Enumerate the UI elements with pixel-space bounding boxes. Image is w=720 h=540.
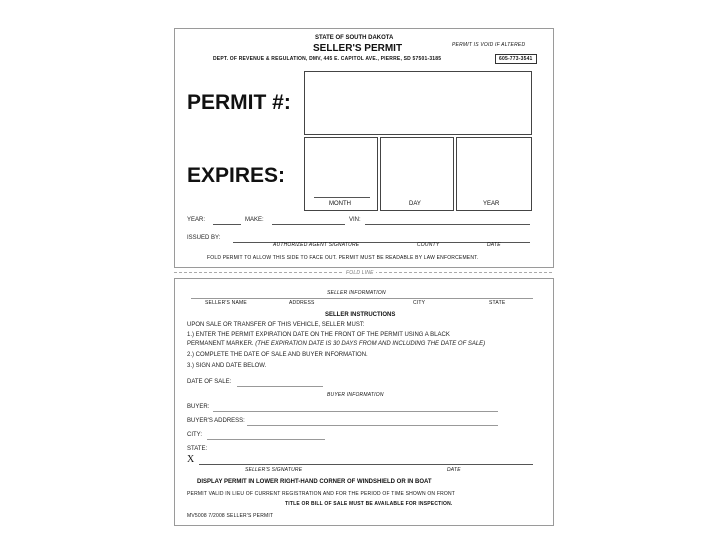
seller-info-line[interactable] — [191, 298, 533, 299]
agent-signature-caption: AUTHORIZED AGENT SIGNATURE — [273, 242, 360, 248]
title-inspection-line: TITLE OR BILL OF SALE MUST BE AVAILABLE FOR INSPECTION. — [285, 501, 453, 507]
year-field-label: YEAR: — [187, 217, 206, 223]
display-notice: DISPLAY PERMIT IN LOWER RIGHT-HAND CORNER OF WINDSHIELD OR IN BOAT — [197, 479, 432, 485]
buyer-line[interactable] — [213, 411, 498, 412]
vin-field-line[interactable] — [365, 224, 530, 225]
date-of-sale-label: DATE OF SALE: — [187, 379, 232, 385]
permit-number-label: PERMIT #: — [187, 91, 291, 114]
valid-in-lieu-line: PERMIT VALID IN LIEU OF CURRENT REGISTRATION AND FOR THE PERIOD OF TIME SHOWN ON FRONT — [187, 491, 456, 497]
permit-number-box[interactable] — [304, 71, 532, 135]
instruction-step-2: 2.) COMPLETE THE DATE OF SALE AND BUYER INFORMATION. — [187, 352, 368, 358]
void-notice: PERMIT IS VOID IF ALTERED — [452, 42, 526, 48]
buyer-address-label: BUYER'S ADDRESS: — [187, 418, 245, 424]
instructions-intro: UPON SALE OR TRANSFER OF THIS VEHICLE, SELLER MUST: — [187, 322, 365, 328]
seller-info-heading: SELLER INFORMATION — [327, 290, 386, 296]
year-field-line[interactable] — [213, 224, 241, 225]
seller-signature-caption: SELLER'S SIGNATURE — [245, 467, 303, 473]
permit-back-card — [174, 278, 554, 526]
year-caption: YEAR — [483, 201, 500, 207]
make-field-line[interactable] — [272, 224, 345, 225]
month-line — [314, 197, 370, 198]
month-caption: MONTH — [329, 201, 351, 207]
state-heading: STATE OF SOUTH DAKOTA — [315, 35, 394, 41]
seller-city-caption: CITY — [413, 300, 426, 306]
seller-name-caption: SELLER'S NAME — [205, 300, 247, 306]
instruction-step-1a: 1.) ENTER THE PERMIT EXPIRATION DATE ON THE FRONT OF THE PERMIT USING A BLACK — [187, 332, 450, 338]
buyer-address-line[interactable] — [247, 425, 498, 426]
form-code: MV5008 7/2008 SELLER'S PERMIT — [187, 513, 274, 519]
expiration-month-box[interactable] — [304, 137, 378, 211]
dept-address-line: DEPT. OF REVENUE & REGULATION, DMV, 445 E. CAPITOL AVE., PIERRE, SD 57501-3185 — [213, 56, 442, 62]
date-of-sale-line[interactable] — [237, 386, 323, 387]
instruction-step-3: 3.) SIGN AND DATE BELOW. — [187, 363, 267, 369]
instructions-title: SELLER INSTRUCTIONS — [325, 312, 396, 318]
permit-front-card — [174, 28, 554, 268]
seller-address-caption: ADDRESS — [289, 300, 315, 306]
buyer-info-heading: BUYER INFORMATION — [327, 392, 384, 398]
issued-by-label: ISSUED BY: — [187, 235, 221, 241]
make-field-label: MAKE: — [245, 217, 264, 223]
expiration-year-box[interactable] — [456, 137, 532, 211]
fold-note: FOLD PERMIT TO ALLOW THIS SIDE TO FACE OUT. PERMIT MUST BE READABLE BY LAW ENFORCEMENT. — [207, 255, 479, 261]
fold-label: FOLD LINE — [346, 270, 374, 276]
date-caption: DATE — [487, 242, 501, 248]
phone-number: 605-773-3541 — [495, 54, 537, 64]
seller-signature-line[interactable] — [199, 464, 533, 465]
day-caption: DAY — [409, 201, 421, 207]
county-caption: COUNTY — [417, 242, 440, 248]
signature-x-mark: X — [187, 454, 195, 465]
permit-title: SELLER'S PERMIT — [313, 43, 403, 54]
expires-label: EXPIRES: — [187, 164, 286, 187]
signature-date-caption: DATE — [447, 467, 461, 473]
buyer-label: BUYER: — [187, 404, 210, 410]
expiration-day-box[interactable] — [380, 137, 454, 211]
vin-field-label: VIN: — [349, 217, 361, 223]
buyer-city-label: CITY: — [187, 432, 203, 438]
instruction-step-1b: PERMANENT MARKER. (THE EXPIRATION DATE IS 30 DAYS FROM AND INCLUDING THE DATE OF SALE) — [187, 341, 486, 347]
buyer-state-label: STATE: — [187, 446, 208, 452]
seller-state-caption: STATE — [489, 300, 506, 306]
buyer-city-line[interactable] — [207, 439, 325, 440]
